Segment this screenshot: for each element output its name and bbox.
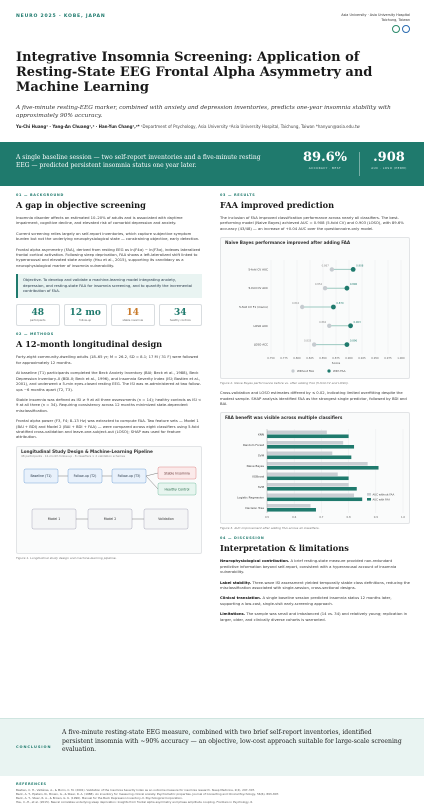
y-tick-label: Logistic Regression [237, 495, 264, 500]
box-label: Stable Insomnia [164, 471, 190, 476]
reference-item: Beck, A. T., Steer, R. A., & Brown, G. K. (1996). Manual for the Beck Depression Inventory–II. Psychological Corporation. [16, 796, 183, 800]
legend-swatch [367, 493, 371, 496]
stat-label: ACCURACY · BEST [308, 166, 342, 170]
section-kicker: 03 — RESULTS [220, 193, 256, 197]
conclusion-band [0, 718, 424, 776]
hospital-logo-icon [392, 25, 400, 33]
card-value: 34 [173, 308, 187, 319]
author-line [16, 124, 408, 129]
legend-label: AUC without FAA [372, 493, 395, 497]
stat-card [16, 304, 60, 326]
box-label: Validation [158, 516, 174, 521]
x-tick-label: 0.850 [319, 357, 327, 361]
institution-line: Taichung, Taiwan [381, 18, 410, 22]
stat-cards [16, 304, 202, 326]
y-tick-label: SVM [257, 485, 264, 490]
author-names: Yu-Chi Huang¹ · Yang-An Chuang¹,² · Han-Yun Chang¹,²* [16, 124, 140, 129]
bar-without-faa [267, 452, 332, 456]
data-label: 0.896 [349, 339, 358, 343]
bar-without-faa [267, 431, 327, 435]
x-tick-label: 0.9 [373, 516, 378, 520]
dumbbell-chart [220, 237, 410, 379]
paragraph [220, 596, 410, 607]
x-tick-label: 0.775 [280, 357, 288, 361]
x-tick-label: 0.8 [346, 516, 351, 520]
x-tick-label: 0.7 [319, 516, 324, 520]
key-finding-banner [0, 142, 424, 186]
paragraph [220, 581, 410, 592]
box-label: Healthy Control [164, 487, 190, 492]
x-tick-label: 0.750 [267, 357, 275, 361]
bar-with-faa [267, 487, 357, 491]
figure-caption: Figure 3. AUC improvement after adding FAA across all classifiers. [220, 526, 320, 531]
chart-title: Naive Bayes performance improved after adding FAA [225, 240, 351, 246]
y-tick-label: Random Forest [242, 443, 264, 448]
chart-title: FAA benefit was visible across multiple classifiers [225, 415, 343, 421]
y-tick-label: 5-fold CV AUC [248, 267, 268, 272]
pipeline-figure [16, 446, 202, 554]
y-tick-label: LOSO AUC [253, 324, 268, 329]
bar-with-faa [267, 477, 349, 481]
card-value: 12 mo [69, 308, 101, 319]
paragraph: Insomnia disorder affects an estimated 10–20% of adults and is associated with daytime impairment, cognitive decline, and elevated risk of comorbid depression and anxiety. [16, 216, 183, 226]
card-label: participants [30, 319, 46, 323]
institution-block [341, 13, 410, 23]
data-label: 0.854 [314, 283, 323, 287]
right-column [220, 193, 410, 628]
flow-arrow [146, 476, 158, 489]
figure-subtitle: 48 participants · 12-month follow-up · 8 classifiers × 2 validation schemes [21, 453, 126, 458]
y-tick-label: Naive Bayes [246, 464, 264, 469]
box-label: Baseline (T1) [30, 473, 52, 478]
stat-card [64, 304, 108, 326]
paragraph: Stable insomnia was defined as ISI ≥ 9 at all three assessments (n = 14); healthy controls as ISI < 9 at all three (n = 34). Requiring consistency across 12 months minimized state-dependent misclassification. [16, 397, 202, 413]
flow-arrow [146, 473, 158, 476]
section-kicker: 01 — BACKGROUND [16, 193, 64, 197]
x-tick-label: 0.825 [306, 357, 314, 361]
stat-accuracy [296, 150, 354, 170]
x-tick-label: 0.875 [332, 357, 340, 361]
x-tick-label: 1.0 [400, 516, 406, 520]
section-kicker: 02 — METHODS [16, 332, 54, 337]
section-heading: FAA improved prediction [220, 200, 335, 210]
institution-line: Asia University · Asia University Hospital [341, 13, 410, 17]
conclusion-text: A five-minute resting-state EEG measure, combined with two brief self-report inventories, identified persistent insomnia with ~90% accuracy — an objective, low-cost approach suitable for large-scale screening evaluation. [62, 729, 402, 754]
left-column [16, 193, 202, 566]
x-tick-label: 1.000 [397, 357, 405, 361]
chart-svg [221, 250, 409, 378]
paragraph: The inclusion of FAA improved classification performance across nearly all classifiers. The best-performing model (Naive Bayes) achieved AUC = 0.908 (5-fold CV) and 0.903 (LOSO), with 89.6% accuracy (43/48) — an increase of +0.04 AUC over the questionnaire-only model. [220, 216, 404, 231]
section-heading: A 12-month longitudinal design [16, 339, 163, 350]
section-kicker: 04 — DISCUSSION [220, 536, 265, 541]
stat-card [111, 304, 155, 326]
section-heading: Interpretation & limitations [220, 543, 349, 554]
section-heading: A gap in objective screening [16, 200, 146, 210]
point-without-faa [330, 267, 334, 271]
paragraph-body: Three-wave ISI assessment yielded temporally stable class definitions, reducing the misclassification associated with single-session, cross-sectional designs. [220, 580, 410, 591]
paragraph-lead: Clinical translation. [220, 596, 262, 601]
chart-svg [221, 423, 409, 523]
point-with-faa [348, 324, 353, 329]
paragraph: Forty-eight community-dwelling adults (18–65 yr; M = 26.2, SD = 8.1; 17 M / 31 F) were followed for approximately 12 months. [16, 355, 199, 365]
paragraph: At baseline (T1) participants completed the Beck Anxiety Inventory (BAI; Beck et al., 1988), Beck Depression Inventory–II (BDI-II; Beck et al., 1996), and Insomnia Severity Index (ISI; Bastien et al., 2001), and underwent a 5-min eyes-closed resting EEG. The ISI was re-administered at two follow-ups ~6 months apart (T2, T3). [16, 371, 201, 392]
x-axis-label: Score [331, 361, 341, 366]
conclusion-label: CONCLUSION [16, 745, 52, 749]
box-label: Model 1 [47, 516, 61, 521]
box-label: Follow-up (T3) [117, 473, 141, 478]
card-value: 48 [31, 308, 45, 319]
point-without-faa [312, 343, 316, 347]
point-without-faa [300, 305, 304, 309]
paragraph: Current screening relies largely on self-report inventories, which capture subjective symptom burden but not the underlying neurophysiological state — constraining objective, early detection. [16, 231, 200, 242]
stat-label: AUC · LOSO (PERM) [371, 166, 407, 170]
x-tick-label: 0.950 [371, 357, 379, 361]
legend-label: With FAA [333, 369, 346, 374]
stat-divider [359, 152, 360, 176]
y-tick-label: KNN [257, 432, 264, 437]
data-label: 0.810 [292, 302, 300, 306]
legend-label: Without FAA [297, 369, 315, 374]
author-affiliations: ¹Department of Psychology, Asia University ²Asia University Hospital, Taichung, Taiwan *hanyun@asia.edu.tw [140, 124, 360, 129]
poster-title: Integrative Insomnia Screening: Application of Resting-State EEG Frontal Alpha Asymmetry and Machine Learning [16, 50, 373, 95]
figure-caption: Figure 2. Naive Bayes performance before vs. after adding FAA (5-fold CV and LOSO). [220, 381, 349, 386]
point-with-faa [345, 286, 350, 291]
legend-swatch [327, 370, 330, 373]
y-tick-label: XGBoost [252, 474, 264, 479]
data-label: 0.903 [353, 321, 361, 325]
references-label: REFERENCES [16, 782, 47, 786]
banner-text: A single baseline session — two self-report inventories and a five-minute resting EEG — predicted persistent insomnia status one year later. [16, 154, 261, 170]
y-tick-label: Decision Tree [245, 506, 264, 511]
bar-without-faa [267, 441, 343, 445]
x-tick-label: 0.6 [292, 516, 297, 520]
paragraph-body: A brief resting-state measure provided non-redundant predictive information beyond self-report, consistent with a hyperarousal account of insomnia vulnerability. [220, 559, 397, 575]
card-label: stable insomnia [122, 319, 144, 323]
reference-item: Beck, A. T., Epstein, N., Brown, G., & Steer, R. A. (1988). An inventory for measuring clinical anxiety. Psychometric properties. Journal of Consulting and Clinical Psychology, 56(6), 893–897. [16, 792, 280, 796]
bar-with-faa [267, 456, 351, 460]
card-value: 14 [126, 308, 140, 319]
bar-with-faa [267, 508, 316, 512]
paragraph: Frontal alpha power (F3, F4; 8–13 Hz) was extracted to compute FAA. Two feature sets — Model 1 (BAI + BDI) and Model 2 (BAI + BDI + FAA) — were compared across eight classifiers using 5-fold stratified cross-validation and leave-one-subject-out (LOSO); SHAP was used for feature attribution. [16, 419, 199, 440]
card-label: follow-up [79, 319, 92, 323]
point-without-faa [327, 324, 331, 328]
point-with-faa [351, 267, 356, 272]
bar-without-faa [267, 473, 338, 477]
paragraph-lead: Label stability. [220, 580, 252, 585]
legend-swatch [291, 370, 294, 373]
university-logo-icon [402, 25, 410, 33]
bar-without-faa [267, 483, 349, 487]
data-label: 0.862 [319, 321, 327, 325]
objective-box: Objective. To develop and validate a machine-learning model integrating anxiety, depression, and resting-state FAA for insomnia screening, and to quantify the incremental contribution of FAA. [16, 274, 202, 298]
box-label: Model 2 [103, 516, 117, 521]
bar-with-faa [267, 498, 362, 502]
paragraph-lead: Limitations. [220, 612, 246, 617]
header-bar [16, 13, 410, 35]
y-tick-label: SVM [257, 453, 264, 458]
point-with-faa [331, 305, 336, 310]
stat-value: 89.6% [302, 150, 347, 165]
pipeline-diagram [18, 463, 202, 551]
stat-card [159, 304, 203, 326]
bar-with-faa [267, 466, 379, 470]
bar-with-faa [267, 435, 349, 439]
data-label: 0.867 [321, 264, 329, 268]
bar-chart [220, 412, 410, 524]
y-tick-label: LOSO ACC [253, 342, 268, 347]
paragraph-body: The sample was small and imbalanced (14 vs. 34) and relatively young; replication in larger, older, and clinically diverse cohorts is warranted. [220, 612, 408, 622]
poster-subtitle: A five-minute resting-EEG marker, combined with anxiety and depression inventories, predicts one-year insomnia stability with approximately 90% accuracy. [16, 105, 391, 119]
x-tick-label: 0.800 [293, 357, 301, 361]
y-tick-label: 5-fold CV ACC [248, 286, 268, 291]
data-label: 0.833 [303, 339, 312, 343]
box-label: Follow-up (T2) [73, 473, 97, 478]
x-tick-label: 0.5 [264, 516, 270, 520]
event-label: NEURO 2025 · KOBE, JAPAN [16, 14, 106, 19]
references [16, 782, 408, 804]
x-tick-label: 0.975 [384, 357, 392, 361]
reference-item: Hsu, C.-H., et al. (2015). Neural correlates underlying sleep deprivation: Insights from frontal alpha asymmetry and phase amplitude coupling. Frontiers in Psychology, 6. [16, 800, 254, 804]
point-without-faa [323, 286, 327, 290]
paragraph: Cross-validation and LOSO estimates differed by ≤ 0.02, indicating limited overfitting despite the modest sample. SHAP analysis identified FAA as the strongest single predictor, followed by BDI and BAI. [220, 391, 407, 407]
paragraph-body: A single baseline session predicted insomnia status 12 months later, supporting a low-cost, single-visit early-screening approach. [220, 596, 392, 606]
x-tick-label: 0.900 [345, 357, 353, 361]
card-label: healthy controls [169, 319, 191, 323]
data-label: 0.870 [336, 302, 344, 306]
figure-caption: Figure 1. Longitudinal study design and machine-learning pipeline. [16, 555, 117, 560]
point-with-faa [345, 342, 350, 347]
y-tick-label: 5-fold CV F1 (macro) [239, 305, 268, 310]
data-label: 0.896 [349, 283, 358, 287]
legend-swatch [367, 498, 371, 501]
bar-without-faa [267, 504, 311, 508]
bar-without-faa [267, 462, 368, 466]
paragraph [220, 559, 410, 575]
paragraph [220, 612, 410, 623]
data-label: 0.908 [356, 264, 364, 268]
stat-auc [364, 150, 414, 170]
reference-item: Bastien, C. H., Vallières, A., & Morin, C. M. (2001). Validation of the Insomnia Severity Index as an outcome measure for insomnia research. Sleep Medicine, 2(4), 297–307. [16, 788, 256, 792]
paragraph: Frontal alpha asymmetry (FAA), derived from resting EEG as ln(F4α) − ln(F3α), indexes lateralized frontal cortical activation. Following sleep deprivation, FAA shows a left-lateralized shift linked to hyperarousal and elevated state anxiety (Hsu et al., 2015), supporting its candidacy as a neurophysiological marker of insomnia vulnerability. [16, 247, 201, 268]
bar-without-faa [267, 494, 354, 498]
stat-value: .908 [373, 150, 405, 165]
legend-label: AUC with FAA [372, 498, 391, 502]
paragraph-lead: Neurophysiological contribution. [220, 559, 290, 564]
figure-title: Longitudinal Study Design & Machine-Learning Pipeline [21, 448, 153, 454]
bar-with-faa [267, 445, 354, 449]
x-tick-label: 0.925 [358, 357, 366, 361]
